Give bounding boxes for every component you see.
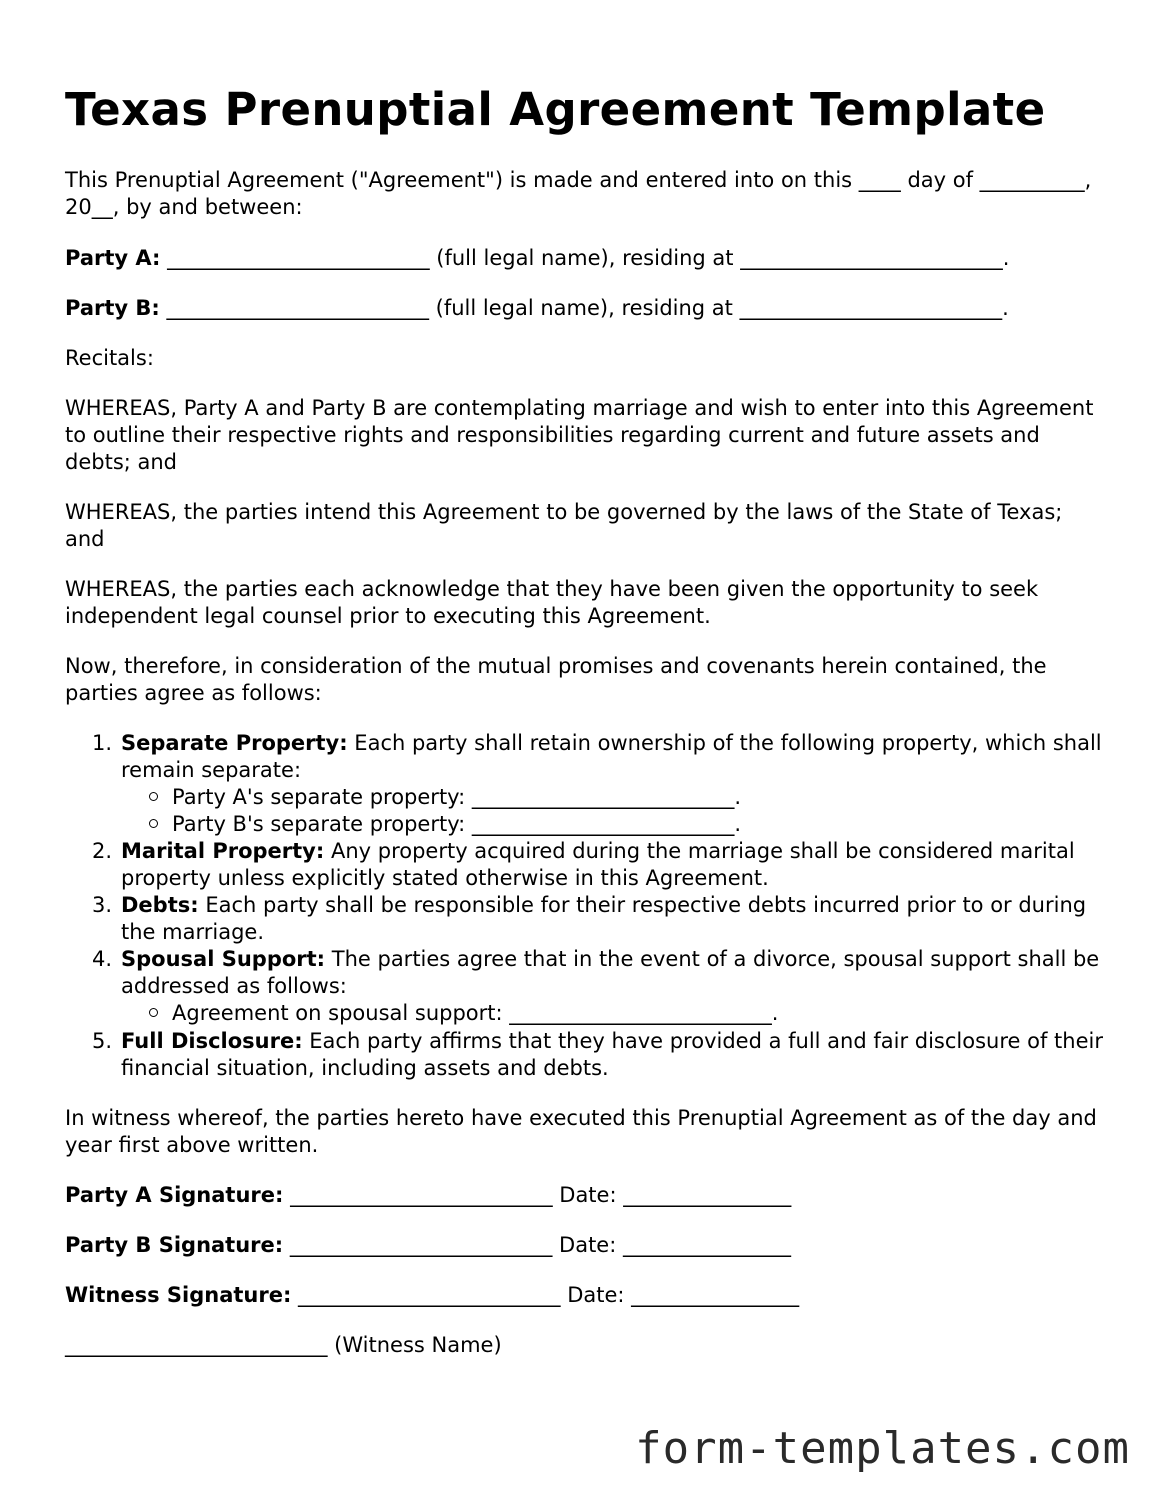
list-item-label: Full Disclosure: — [121, 1029, 303, 1053]
party-a-signature-blanks: _________________________ Date: ________________ — [283, 1183, 792, 1207]
whereas-paragraph-3: WHEREAS, the parties each acknowledge that they have been given the opportunity to seek independent legal counsel prior to executing this Agreement. — [65, 577, 1039, 628]
party-b-signature-line — [65, 1232, 1105, 1259]
list-item-label: Marital Property: — [121, 839, 325, 863]
list-item-label: Spousal Support: — [121, 947, 326, 971]
party-b-signature-blanks: _________________________ Date: ________________ — [283, 1233, 791, 1257]
sub-list-item-text: Agreement on spousal support: _________________________. — [172, 1001, 779, 1025]
list-item-text — [121, 946, 1111, 1000]
party-b-label: Party B: — [65, 296, 160, 320]
list-item-number: 2. — [92, 839, 113, 863]
witness-signature-blanks: _________________________ Date: ________________ — [291, 1283, 800, 1307]
party-a-label: Party A: — [65, 246, 161, 270]
sub-list-item — [149, 784, 741, 811]
intro-paragraph: This Prenuptial Agreement ("Agreement") is made and entered into on this ____ day of __________, 20__, by and between: — [65, 168, 1092, 219]
party-b-text: _________________________ (full legal name), residing at _________________________. — [159, 296, 1009, 320]
list-item-label: Separate Property: — [121, 731, 348, 755]
list-item-text — [121, 892, 1111, 946]
list-item-body: Each party affirms that they have provided a full and fair disclosure of their financial situation, including assets and debts. — [121, 1029, 1103, 1080]
sub-list-item — [149, 1000, 778, 1027]
witness-clause: In witness whereof, the parties hereto have executed this Prenuptial Agreement as of the day and year first above written. — [65, 1106, 1097, 1157]
list-item-text — [121, 838, 1111, 892]
list-item-body: Each party shall retain ownership of the following property, which shall remain separate: — [121, 731, 1102, 782]
witness-signature-line — [65, 1282, 1105, 1309]
list-item-number: 5. — [92, 1029, 113, 1053]
now-therefore-paragraph: Now, therefore, in consideration of the mutual promises and covenants herein contained, the parties agree as follows: — [65, 654, 1047, 705]
party-a-signature-label: Party A Signature: — [65, 1183, 284, 1207]
whereas-paragraph-1: WHEREAS, Party A and Party B are contemplating marriage and wish to enter into this Agreement to outline their respective rights and responsibilities regarding current and future assets and debts; and — [65, 396, 1094, 474]
list-item-label: Debts: — [121, 893, 199, 917]
list-item-number: 4. — [92, 947, 113, 971]
list-item-number: 1. — [92, 731, 113, 755]
sub-list-item-text: Party B's separate property: _________________________. — [172, 812, 742, 836]
whereas-paragraph-2: WHEREAS, the parties intend this Agreement to be governed by the laws of the State of Texas; and — [65, 500, 1063, 551]
watermark: form-templates.com — [635, 1423, 1130, 1474]
circle-bullet-icon — [149, 1008, 158, 1017]
party-a-line — [65, 245, 1105, 272]
recitals-heading: Recitals: — [65, 346, 154, 370]
list-item-body: Any property acquired during the marriage shall be considered marital property unless explicitly stated otherwise in this Agreement. — [121, 839, 1075, 890]
witness-name-line: _________________________ (Witness Name) — [65, 1333, 502, 1357]
list-item-body: The parties agree that in the event of a divorce, spousal support shall be addressed as follows: — [121, 947, 1100, 998]
list-item-number: 3. — [92, 893, 113, 917]
party-a-signature-line — [65, 1182, 1105, 1209]
party-a-text: _________________________ (full legal name), residing at _________________________. — [160, 246, 1010, 270]
circle-bullet-icon — [149, 792, 158, 801]
party-b-line — [65, 295, 1105, 322]
sub-list-item — [149, 811, 741, 838]
list-item-text — [121, 730, 1111, 784]
circle-bullet-icon — [149, 819, 158, 828]
list-item-body: Each party shall be responsible for their respective debts incurred prior to or during the marriage. — [121, 893, 1087, 944]
party-b-signature-label: Party B Signature: — [65, 1233, 284, 1257]
page-title: Texas Prenuptial Agreement Template — [65, 83, 1046, 136]
sub-list-item-text: Party A's separate property: _________________________. — [172, 785, 741, 809]
list-item-text — [121, 1028, 1111, 1082]
witness-signature-label: Witness Signature: — [65, 1283, 292, 1307]
